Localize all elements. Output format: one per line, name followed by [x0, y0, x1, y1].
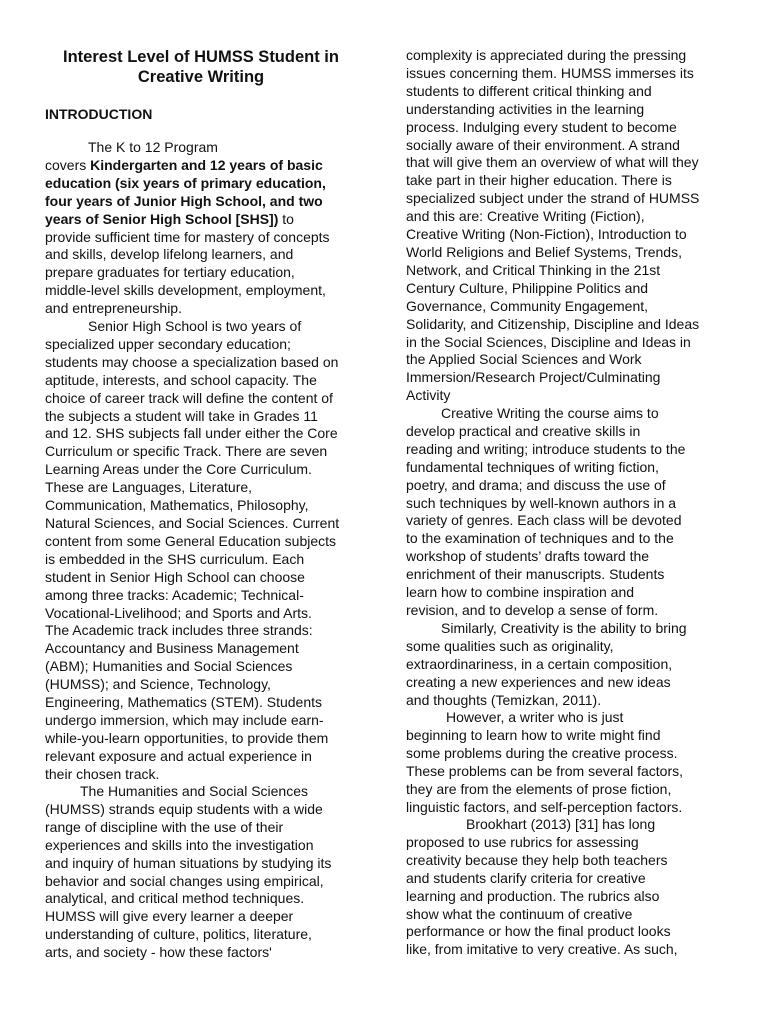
text-line: show what the continuum of creative — [406, 905, 633, 922]
text-line: World Religions and Belief Systems, Trends, — [406, 243, 682, 260]
text-line: analytical, and critical method techniques. — [45, 890, 305, 907]
text-line: Accountancy and Business Management — [45, 640, 299, 657]
text-run: covers — [45, 156, 91, 173]
text-line: variety of genres. Each class will be devoted — [406, 512, 682, 529]
text-line: (HUMSS); and Science, Technology, — [45, 676, 271, 693]
text-line: workshop of students’ drafts toward the — [406, 548, 650, 565]
text-line: reading and writing; introduce students to the — [406, 440, 686, 457]
text-line: The Academic track includes three strands: — [45, 622, 313, 639]
text-line — [45, 211, 357, 229]
text-line: among three tracks: Academic; Technical- — [45, 586, 304, 603]
text-line: undergo immersion, which may include earn- — [45, 711, 324, 728]
text-line: student in Senior High School can choose — [45, 568, 305, 585]
text-line: and 12. SHS subjects fall under either the Core — [45, 425, 338, 442]
text-line: beginning to learn how to write might find — [406, 726, 661, 743]
text-run: to — [278, 210, 294, 227]
text-line: Vocational-Livelihood; and Sports and Arts. — [45, 604, 312, 621]
text-line — [45, 157, 357, 175]
text-line: range of discipline with the use of their — [45, 818, 284, 835]
text-line: socially aware of their environment. A strand — [406, 136, 680, 153]
text-line: revision, and to develop a sense of form. — [406, 601, 659, 618]
text-line: These problems can be from several factors, — [406, 762, 684, 779]
bold-text: years of Senior High School [SHS]) — [45, 210, 279, 227]
text-line: Century Culture, Philippine Politics and — [406, 279, 649, 296]
paragraph-creativity — [406, 620, 724, 710]
text-line: Engineering, Mathematics (STEM). Students — [45, 694, 323, 711]
text-line: Creative Writing the course aims to — [441, 405, 659, 421]
text-line: Similarly, Creativity is the ability to bring — [441, 620, 687, 636]
text-line: their chosen track. — [45, 765, 160, 782]
text-line: like, from imitative to very creative. As such, — [406, 941, 678, 958]
text-line: understanding activities in the learning — [406, 100, 645, 117]
text-line: These are Languages, Literature, — [45, 479, 253, 496]
text-line: Curriculum or specific Track. There are seven — [45, 443, 328, 460]
text-line: and inquiry of human situations by studying its — [45, 854, 332, 871]
text-line: (HUMSS) strands equip students with a wide — [45, 800, 323, 817]
text-line: while-you-learn opportunities, to provide them — [45, 729, 329, 746]
text-line: arts, and society - how these factors' — [45, 944, 272, 961]
document-title — [45, 47, 357, 87]
text-line: content from some General Education subjects — [45, 532, 337, 549]
paragraph-k12 — [45, 139, 357, 318]
text-line: some problems during the creative process. — [406, 744, 678, 761]
text-line: Immersion/Research Project/Culminating — [406, 369, 661, 386]
text-line: specialized upper secondary education; — [45, 335, 291, 352]
text-line: Learning Areas under the Core Curriculum. — [45, 461, 312, 478]
text-line: middle-level skills development, employment, — [45, 282, 326, 299]
text-line: HUMSS will give every learner a deeper — [45, 908, 294, 925]
text-line: the Applied Social Sciences and Work — [406, 351, 642, 368]
text-line: such techniques by well-known authors in a — [406, 494, 677, 511]
text-line: creating a new experiences and new ideas — [406, 673, 671, 690]
text-line: take part in their higher education. There is — [406, 172, 672, 189]
text-line: Governance, Community Engagement, — [406, 297, 649, 314]
text-line: However, a writer who is just — [446, 709, 624, 725]
text-line: they are from the elements of prose fiction, — [406, 780, 672, 797]
text-line: The Humanities and Social Sciences — [80, 783, 309, 799]
text-line: relevant exposure and actual experience in — [45, 747, 312, 764]
text-line: that will give them an overview of what will they — [406, 154, 699, 171]
title-line: Creative Writing — [137, 68, 265, 86]
text-line: understanding of culture, politics, literature, — [45, 926, 312, 943]
text-line: Communication, Mathematics, Philosophy, — [45, 497, 309, 514]
text-line: choice of career track will define the content of — [45, 389, 333, 406]
text-line: students may choose a specialization based on — [45, 353, 339, 370]
text-line: prepare graduates for tertiary education, — [45, 264, 295, 281]
text-line: behavior and social changes using empirical, — [45, 872, 324, 889]
text-line: to the examination of techniques and to the — [406, 530, 674, 547]
text-line: complexity is appreciated during the pressing — [406, 47, 687, 63]
text-line: Activity — [406, 387, 451, 404]
text-line: is embedded in the SHS curriculum. Each — [45, 550, 305, 567]
text-line: provide sufficient time for mastery of concepts — [45, 228, 330, 245]
paragraph-complexity — [406, 47, 724, 405]
text-line: Natural Sciences, and Social Sciences. Current — [45, 514, 340, 531]
paragraph-rubrics — [406, 816, 724, 959]
text-line: and skills, develop lifelong learners, and — [45, 246, 294, 263]
text-line: students to different critical thinking and — [406, 82, 652, 99]
text-line: Solidarity, and Citizenship, Discipline and Ideas — [406, 315, 700, 332]
paragraph-humss — [45, 783, 357, 962]
paragraph-creative-writing — [406, 405, 724, 620]
text-line: process. Indulging every student to become — [406, 118, 677, 135]
text-line: develop practical and creative skills in — [406, 422, 641, 439]
text-line: enrichment of their manuscripts. Students — [406, 566, 665, 583]
text-line: poetry, and drama; and discuss the use of — [406, 476, 666, 493]
section-heading: INTRODUCTION — [45, 106, 153, 122]
paragraph-shs — [45, 318, 357, 784]
text-line: and students clarify criteria for creative — [406, 869, 646, 886]
text-line: (ABM); Humanities and Social Sciences — [45, 658, 293, 675]
text-line: linguistic factors, and self-perception factors. — [406, 798, 683, 815]
text-line: learning and production. The rubrics also — [406, 887, 660, 904]
text-line: Brookhart (2013) [31] has long — [466, 816, 656, 832]
bold-text: education (six years of primary education, — [45, 174, 326, 191]
text-line: proposed to use rubrics for assessing — [406, 833, 639, 850]
text-line: specialized subject under the strand of HUMSS — [406, 190, 700, 207]
text-line: the subjects a student will take in Grades 11 — [45, 407, 318, 424]
title-line: Interest Level of HUMSS Student in — [63, 48, 339, 66]
text-line: some qualities such as originality, — [406, 637, 614, 654]
text-line: learn how to combine inspiration and — [406, 584, 635, 601]
bold-text: four years of Junior High School, and two — [45, 192, 323, 209]
text-line: The K to 12 Program — [88, 139, 218, 155]
text-line: Senior High School is two years of — [88, 318, 302, 334]
text-line: creativity because they help both teachers — [406, 851, 668, 868]
text-line: and this are: Creative Writing (Fiction), — [406, 208, 645, 225]
text-line: and thoughts (Temizkan, 2011). — [406, 691, 602, 708]
text-line: Network, and Critical Thinking in the 21st — [406, 261, 661, 278]
text-line: performance or how the final product looks — [406, 923, 671, 940]
text-line: in the Social Sciences, Discipline and Ideas in — [406, 333, 691, 350]
bold-text: Kindergarten and 12 years of basic — [90, 156, 323, 173]
text-line: aptitude, interests, and school capacity. The — [45, 371, 317, 388]
text-line: extraordinariness, in a certain composition, — [406, 655, 673, 672]
paragraph-writer-problems — [406, 709, 724, 816]
text-line: and entrepreneurship. — [45, 300, 182, 317]
text-line: Creative Writing (Non-Fiction), Introduction to — [406, 226, 687, 243]
text-line: issues concerning them. HUMSS immerses its — [406, 64, 694, 81]
text-line: fundamental techniques of writing fiction, — [406, 458, 659, 475]
text-line: experiences and skills into the investigation — [45, 836, 314, 853]
